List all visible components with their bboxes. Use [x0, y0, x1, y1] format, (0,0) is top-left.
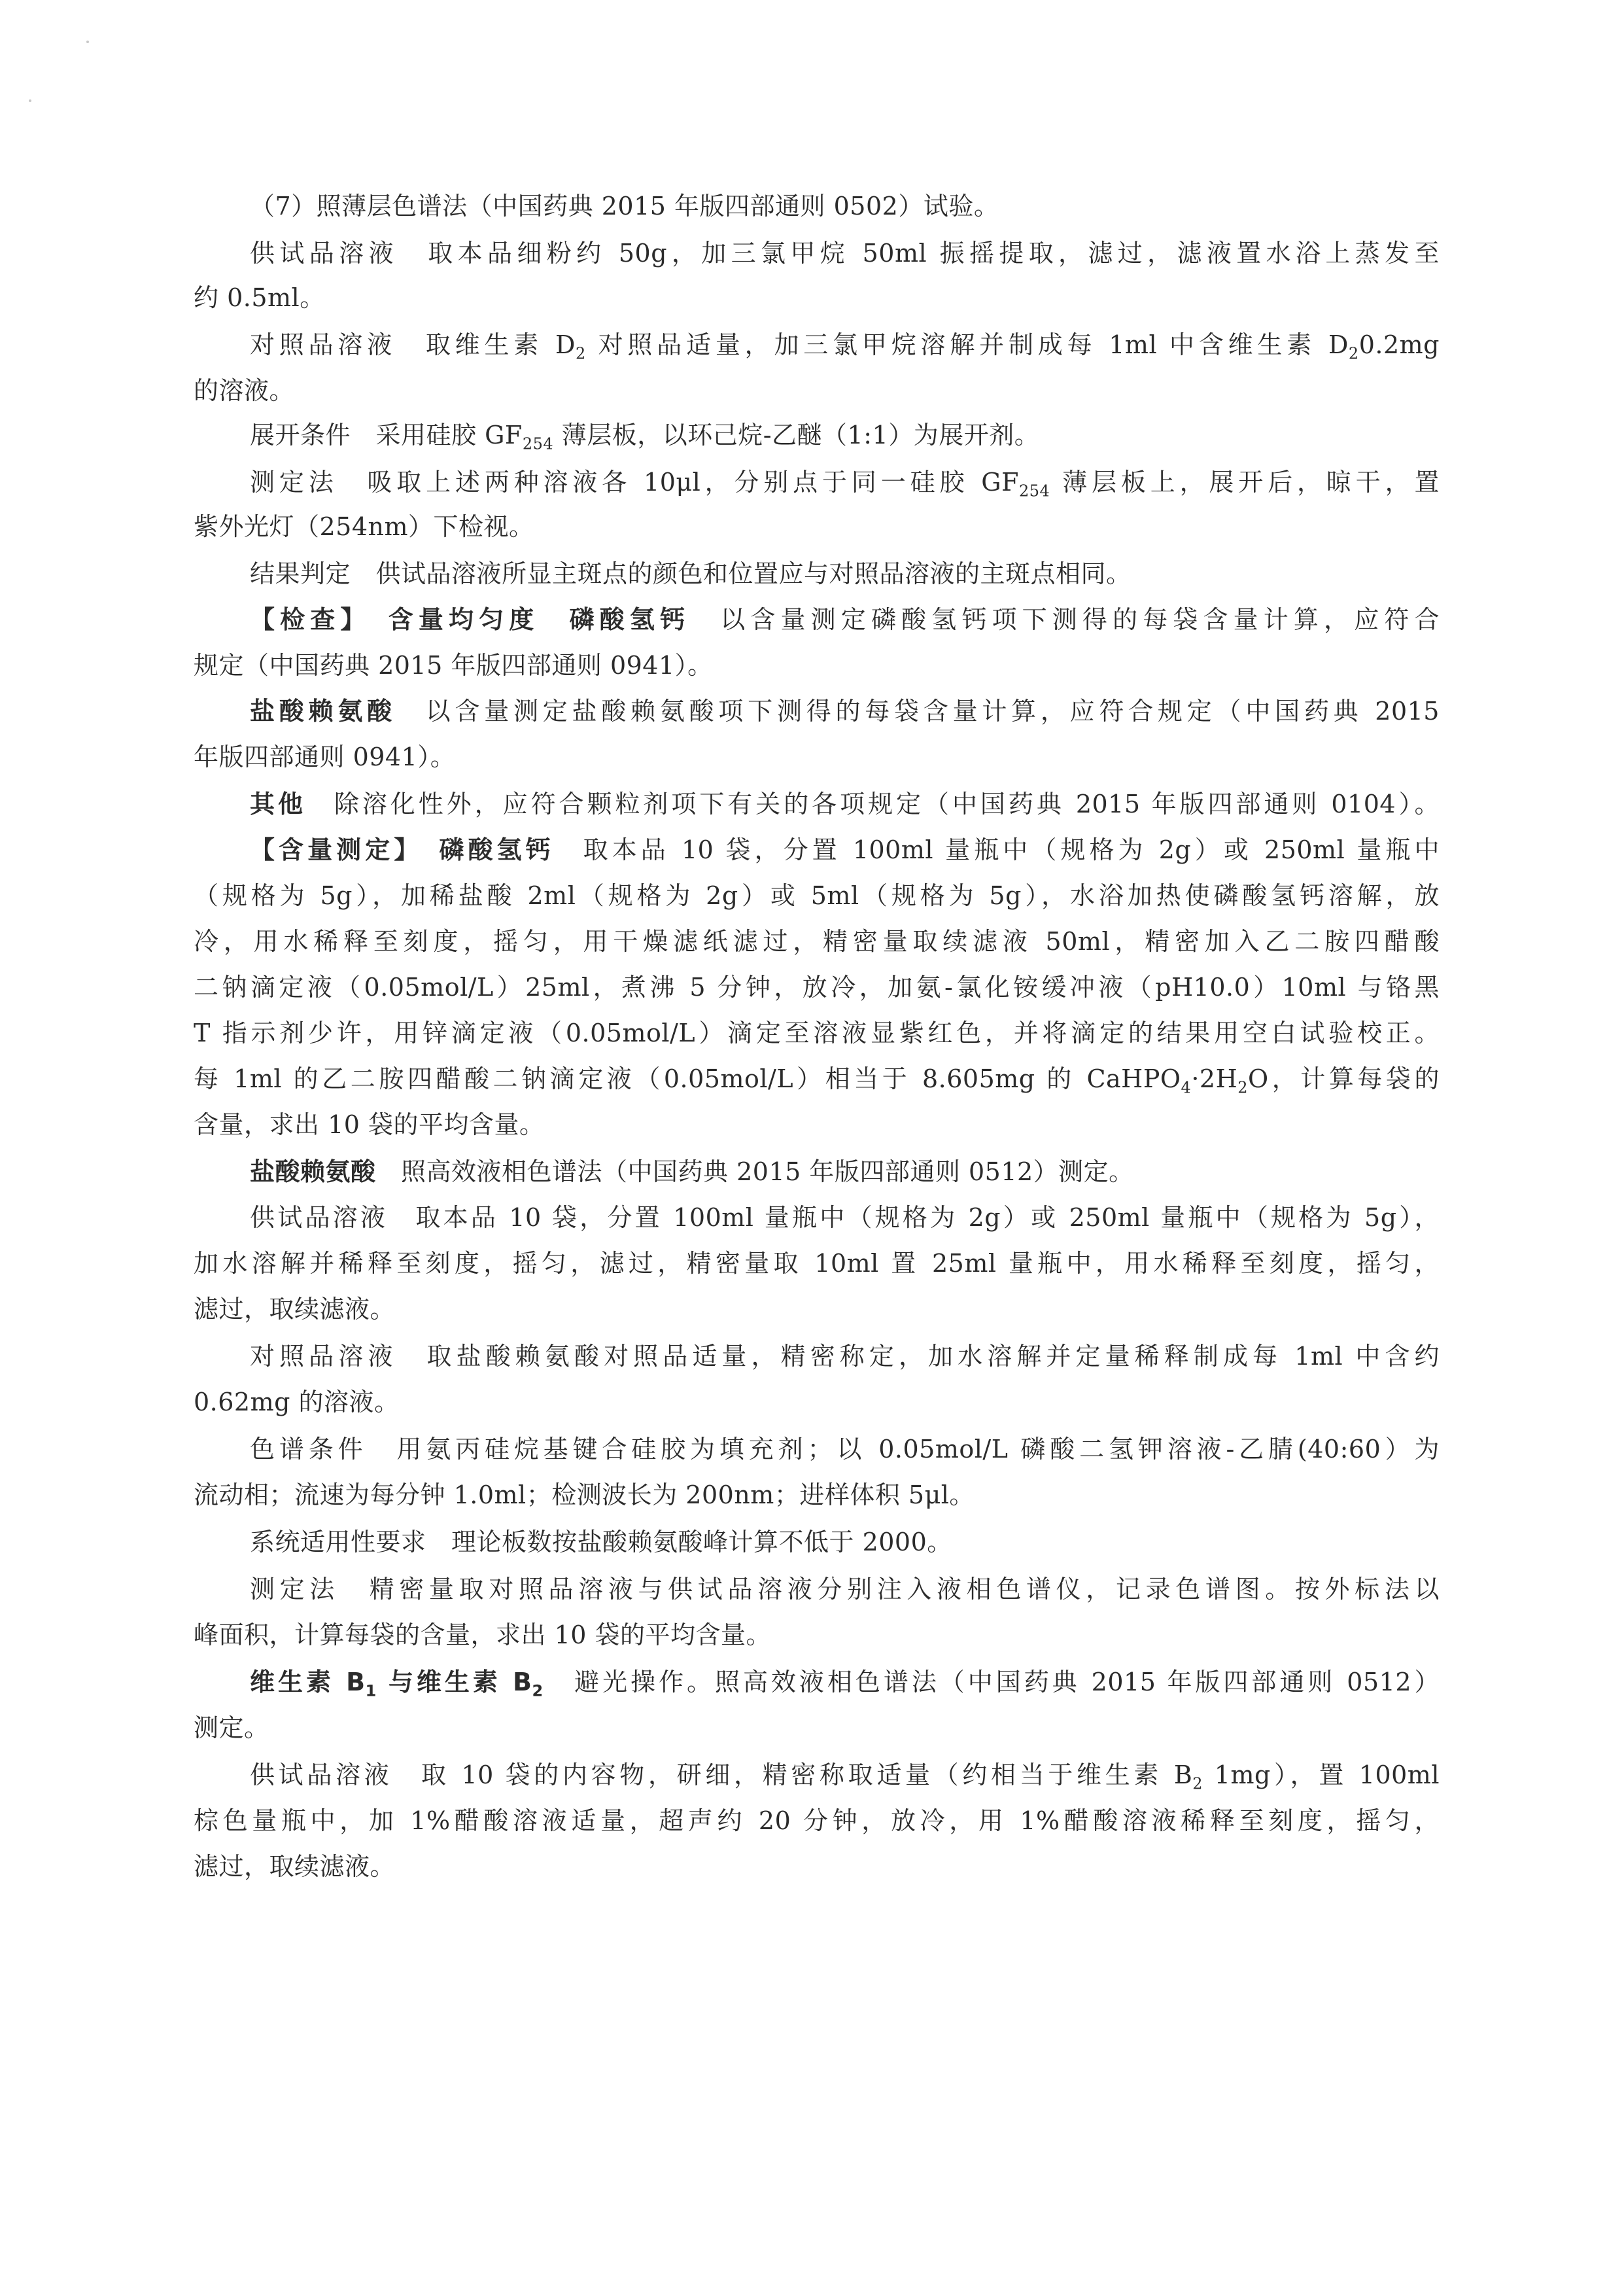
text-run: 年版四部通则 0941）。 — [194, 743, 456, 771]
text-run: 流动相；流速为每分钟 1.0ml；检测波长为 200nm；进样体积 5μl。 — [194, 1480, 975, 1509]
paragraph-line — [194, 971, 1440, 1004]
text-run: （7）照薄层色谱法（中国药典 2015 年版四部通则 0502）试验。 — [250, 192, 999, 220]
text-run: 供试品溶液 取本品细粉约 50g，加三氯甲烷 50ml 振摇提取，滤过，滤液置水浴上蒸发至 — [250, 239, 1440, 268]
text-run: 紫外光灯（254nm）下检视。 — [194, 512, 534, 541]
text-run: 0.62mg 的溶液。 — [194, 1388, 400, 1416]
text-run: 对照品溶液 取盐酸赖氨酸对照品适量，精密称定，加水溶解并定量稀释制成每 1ml 中含约 — [250, 1342, 1440, 1371]
text-run: 测定法 吸取上述两种溶液各 10μl，分别点于同一硅胶 $GF_{254}$ 薄层板上，展开后，晾干，置 — [250, 468, 1440, 500]
text-run: 测定。 — [194, 1713, 269, 1742]
text-run: 盐酸赖氨酸 以含量测定盐酸赖氨酸项下测得的每袋含量计算，应符合规定（中国药典 2015 — [250, 697, 1440, 726]
scan-speck — [29, 99, 31, 102]
paragraph-line — [194, 925, 1440, 958]
text-run: 维生素 $B_1$ 与维生素 $B_2$ 避光操作。照高效液相色谱法（中国药典 2015 年版四部通则 0512） — [250, 1668, 1440, 1700]
paragraph-line — [194, 741, 455, 773]
text-run: 供试品溶液 取 10 袋的内容物，研细，精密称取适量（约相当于维生素 $B_2$ 1mg），置 100ml — [250, 1761, 1440, 1793]
text-run: 含量，求出 10 袋的平均含量。 — [194, 1110, 545, 1139]
text-run: 盐酸赖氨酸 照高效液相色谱法（中国药典 2015 年版四部通则 0512）测定。 — [250, 1157, 1134, 1186]
text-run: 约 0.5ml。 — [194, 283, 325, 312]
paragraph-line — [250, 833, 1440, 866]
paragraph-line — [250, 237, 1440, 270]
paragraph-line — [250, 1526, 952, 1558]
text-run: 棕色量瓶中，加 1%醋酸溶液适量，超声约 20 分钟，放冷，用 1%醋酸溶液稀释至刻度，摇匀， — [194, 1806, 1440, 1835]
text-run: 【检查】 含量均匀度 磷酸氢钙 以含量测定磷酸氢钙项下测得的每袋含量计算，应符合 — [250, 605, 1440, 634]
paragraph-line — [194, 1479, 975, 1511]
paragraph-line — [194, 1804, 1440, 1837]
paragraph-line — [194, 1850, 395, 1883]
text-run: 冷，用水稀释至刻度，摇匀，用干燥滤纸滤过，精密量取续滤液 50ml，精密加入乙二胺四醋酸 — [194, 927, 1440, 956]
paragraph-line — [194, 1293, 395, 1325]
item-heading: 盐酸赖氨酸 — [250, 697, 396, 726]
paragraph-line — [250, 1433, 1440, 1465]
text-run: 每 1ml 的乙二胺四醋酸二钠滴定液（0.05mol/L）相当于 8.605mg 的 $CaHPO_4\cdot 2H_2O$，计算每袋的 — [194, 1064, 1440, 1097]
text-run: 测定法 精密量取对照品溶液与供试品溶液分别注入液相色谱仪，记录色谱图。按外标法以 — [250, 1575, 1440, 1603]
paragraph-line — [194, 510, 534, 543]
paragraph-line — [194, 649, 713, 682]
paragraph-line — [194, 1247, 1440, 1280]
text-run: 的溶液。 — [194, 376, 295, 405]
paragraph-line — [250, 190, 999, 222]
paragraph-line — [250, 1759, 1440, 1791]
scan-speck — [86, 41, 89, 43]
paragraph-line — [194, 1711, 269, 1744]
paragraph-line — [250, 466, 1440, 499]
paragraph-line — [250, 1201, 1440, 1234]
item-heading: 维生素 B — [250, 1668, 366, 1696]
paragraph-line — [250, 603, 1440, 636]
paragraph-line — [250, 1155, 1134, 1188]
item-heading: 其他 — [250, 790, 306, 818]
text-run: 色谱条件 用氨丙硅烷基键合硅胶为填充剂；以 0.05mol/L 磷酸二氢钾溶液-乙腈(40:60）为 — [250, 1435, 1440, 1463]
paragraph-line — [250, 328, 1440, 361]
text-run: 滤过，取续滤液。 — [194, 1295, 396, 1323]
paragraph-line — [194, 1386, 400, 1418]
paragraph-line — [250, 1340, 1440, 1373]
item-heading: 盐酸赖氨酸 — [250, 1157, 376, 1186]
text-run: 二钠滴定液（0.05mol/L）25ml，煮沸 5 分钟，放冷，加氨-氯化铵缓冲液（pH10.0）10ml 与铬黑 — [194, 973, 1440, 1002]
text-run: 供试品溶液 取本品 10 袋，分置 100ml 量瓶中（规格为 2g）或 250ml 量瓶中（规格为 5g）， — [250, 1203, 1440, 1232]
paragraph-line — [194, 879, 1440, 912]
text-run: 对照品溶液 取维生素 $D_2$ 对照品适量，加三氯甲烷溶解并制成每 1ml 中含维生素 $D_20.2mg$ — [250, 330, 1440, 363]
text-run: 规定（中国药典 2015 年版四部通则 0941）。 — [194, 651, 713, 680]
paragraph-line — [250, 1666, 1440, 1698]
text-run: 系统适用性要求 理论板数按盐酸赖氨酸峰计算不低于 2000。 — [250, 1528, 952, 1556]
text-run: 滤过，取续滤液。 — [194, 1852, 396, 1881]
paragraph-line — [250, 557, 1132, 590]
paragraph-line — [194, 1062, 1440, 1095]
paragraph-line — [194, 281, 325, 314]
paragraph-line — [250, 1573, 1440, 1605]
text-run: 加水溶解并稀释至刻度，摇匀，滤过，精密量取 10ml 置 25ml 量瓶中，用水稀释至刻度，摇匀， — [194, 1249, 1440, 1278]
text-run: 结果判定 供试品溶液所显主斑点的颜色和位置应与对照品溶液的主斑点相同。 — [250, 559, 1132, 588]
paragraph-line — [194, 1619, 771, 1651]
text-run: T 指示剂少许，用锌滴定液（0.05mol/L）滴定至溶液显紫红色，并将滴定的结果用空白试验校正。 — [194, 1019, 1440, 1047]
text-run: 其他 除溶化性外，应符合颗粒剂项下有关的各项规定（中国药典 2015 年版四部通则 0104）。 — [250, 790, 1440, 818]
paragraph-line — [250, 788, 1440, 820]
text-run: 展开条件 采用硅胶 $GF_{254}$ 薄层板，以环己烷-乙醚（1:1）为展开剂。 — [250, 421, 1040, 453]
text-run: 峰面积，计算每袋的含量，求出 10 袋的平均含量。 — [194, 1621, 772, 1649]
text-run: （规格为 5g），加稀盐酸 2ml（规格为 2g）或 5ml（规格为 5g），水浴加热使磷酸氢钙溶解，放 — [194, 881, 1440, 910]
section-heading-check: 【检查】 含量均匀度 磷酸氢钙 — [250, 605, 691, 634]
paragraph-line — [194, 1108, 545, 1141]
paragraph-line — [250, 695, 1440, 727]
section-heading-assay: 【含量测定】 磷酸氢钙 — [250, 835, 555, 864]
paragraph-line — [194, 1017, 1440, 1049]
paragraph-line — [194, 374, 294, 407]
text-run: 【含量测定】 磷酸氢钙 取本品 10 袋，分置 100ml 量瓶中（规格为 2g）或 250ml 量瓶中 — [250, 835, 1440, 864]
paragraph-line — [250, 419, 1039, 451]
